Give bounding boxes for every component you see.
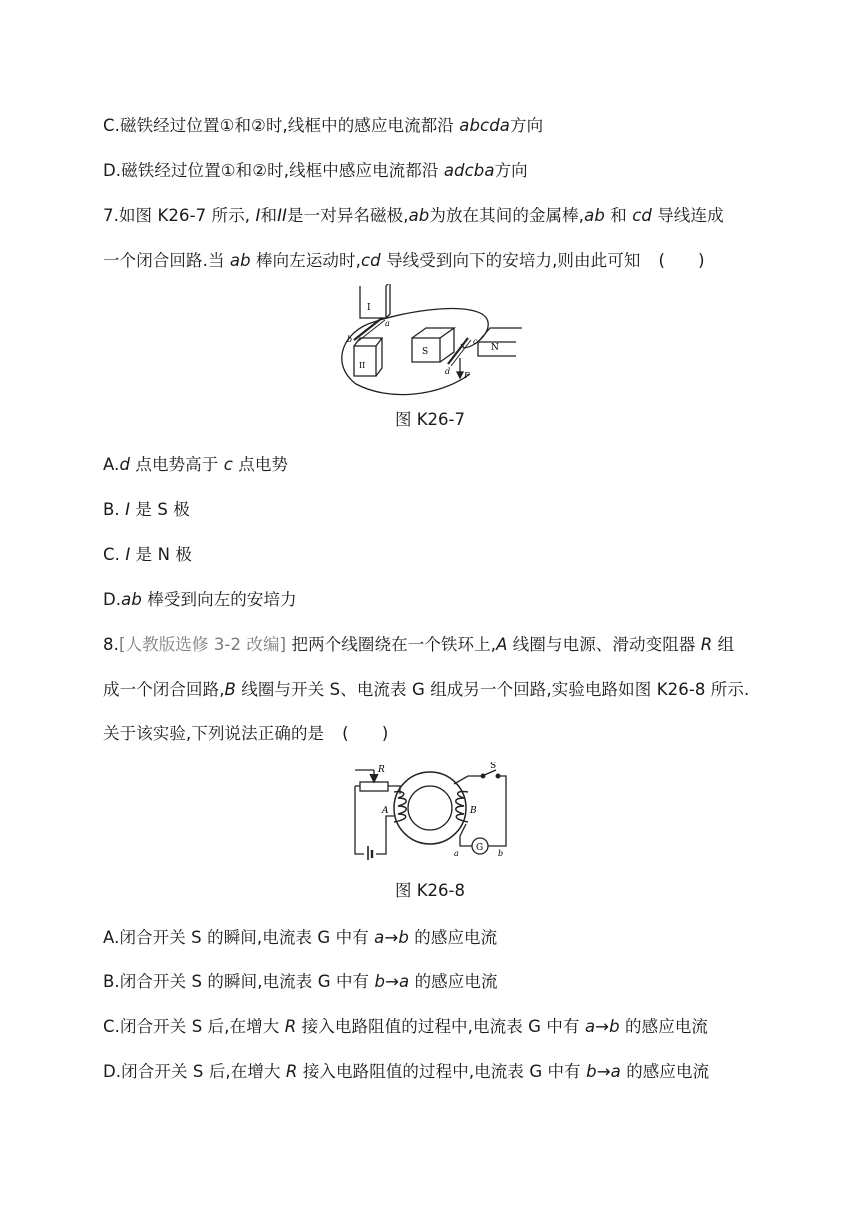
text: 线圈与开关 S、电流表 G 组成另一个回路,实验电路如图 K26-8 所示. [235,680,750,699]
option-q7-b [103,498,190,522]
math-var: a [584,1017,596,1036]
option-text: D.闭合开关 S 后,在增大 [103,1062,286,1081]
text: 导线连成 [651,206,724,225]
option-text: 的感应电流 [620,1062,710,1081]
figure-caption-k26-8: 图 K26-8 [394,881,465,900]
arrow: → [595,1017,610,1036]
question-8-line-1 [103,633,734,657]
option-q7-d [103,588,297,612]
option-text: B.闭合开关 S 的瞬间,电流表 G 中有 [103,972,375,991]
text: 是一对异名磁极, [287,206,409,225]
text: 和 [604,206,633,225]
math-var: cd [632,206,652,225]
label-A: A [382,806,389,816]
math-var: II [277,206,288,225]
label-b: b [498,849,504,858]
text: 把两个线圈绕在一个铁环上, [286,635,497,654]
math-var: A [496,635,508,654]
math-var: ab [121,590,142,609]
math-var: c [223,455,233,474]
option-text: 的感应电流 [408,928,498,947]
text: 线圈与电源、滑动变阻器 [507,635,701,654]
math-var: I [125,500,131,519]
label-B: B [470,806,477,816]
option-text: 方向 [510,116,544,135]
label-F: F [464,371,470,380]
question-7-line-2 [103,249,705,273]
question-8-line-2 [103,678,749,702]
option-q6-d [103,159,528,183]
question-7-line-1 [103,204,724,228]
math-var: ab [408,206,430,225]
math-var: ab [229,251,251,270]
option-text: A. [103,455,120,474]
math-var: abcda [459,116,510,135]
option-q8-a [103,926,497,950]
option-text: D. [103,590,122,609]
question-8-line-3 [103,722,388,746]
question-source: [人教版选修 3-2 改编] [118,635,287,654]
text: 一个闭合回路.当 [103,251,230,270]
label-pole-N: N [491,343,499,353]
text: 棒向左运动时, [250,251,361,270]
math-var: a [374,928,385,947]
math-var: b [586,1062,597,1081]
option-q8-b [103,970,498,994]
magnet-rod-diagram [330,284,530,398]
option-text: 的感应电流 [409,972,498,991]
math-var: R [700,635,713,654]
label-pole-II: II [359,361,366,370]
math-var: b [609,1017,620,1036]
answer-parentheses: ( ) [342,724,389,743]
option-text: D.磁铁经过位置①和②时,线框中感应电流都沿 [103,161,444,180]
option-text: 的感应电流 [619,1017,709,1036]
coil-circuit-diagram [350,762,512,860]
label-R: R [378,765,385,775]
math-var: a [399,972,410,991]
label-a: a [454,849,459,858]
math-var: cd [360,251,381,270]
label-b: b [347,335,353,344]
math-var: d [119,455,131,474]
math-var: I [125,545,131,564]
iron-ring-inner [408,786,452,830]
text: 为放在其间的金属棒, [429,206,585,225]
label-c: c [473,337,478,346]
label-d: d [445,367,451,376]
label-pole-I: I [367,303,371,313]
math-var: ab [584,206,605,225]
figure-caption-k26-7: 图 K26-7 [394,410,465,429]
text: 组 [712,635,735,654]
arrow: → [385,972,400,991]
option-text: 点电势高于 [130,455,224,474]
math-var: I [255,206,261,225]
option-text: A.闭合开关 S 的瞬间,电流表 G 中有 [103,928,375,947]
question-number: 7.如图 K26-7 所示, [103,206,256,225]
option-text: 接入电路阻值的过程中,电流表 G 中有 [296,1017,585,1036]
math-var: b [398,928,409,947]
text: 成一个闭合回路, [103,680,225,699]
option-q6-c [103,114,543,138]
figure-k26-8 [350,762,512,860]
label-pole-S: S [422,347,429,357]
option-text: C.磁铁经过位置①和②时,线框中的感应电流都沿 [103,116,460,135]
answer-parentheses: ( ) [658,251,705,270]
label-G: G [476,843,484,853]
math-var: b [374,972,386,991]
option-text: 点电势 [232,455,289,474]
text: 导线受到向下的安培力,则由此可知 [380,251,641,270]
option-q7-c [103,543,192,567]
label-S: S [490,762,497,771]
math-var: a [610,1062,621,1081]
arrow: → [596,1062,611,1081]
math-var: adcba [443,161,495,180]
label-a: a [385,319,390,328]
option-text: 方向 [494,161,528,180]
text: 关于该实验,下列说法正确的是 [103,724,325,743]
text: 和 [260,206,278,225]
option-text: 是 N 极 [130,545,192,564]
option-text: C. [103,545,126,564]
option-q7-a [103,453,288,477]
option-text: C.闭合开关 S 后,在增大 [103,1017,285,1036]
math-var: R [284,1017,297,1036]
option-text: 棒受到向左的安培力 [141,590,297,609]
option-text: 是 S 极 [130,500,190,519]
question-number: 8. [103,635,119,654]
option-q8-d [103,1060,709,1084]
option-q8-c [103,1015,708,1039]
option-text: B. [103,500,126,519]
arrow: → [384,928,399,947]
figure-k26-7 [330,284,530,398]
math-var: R [285,1062,298,1081]
option-text: 接入电路阻值的过程中,电流表 G 中有 [297,1062,587,1081]
math-var: B [224,680,236,699]
